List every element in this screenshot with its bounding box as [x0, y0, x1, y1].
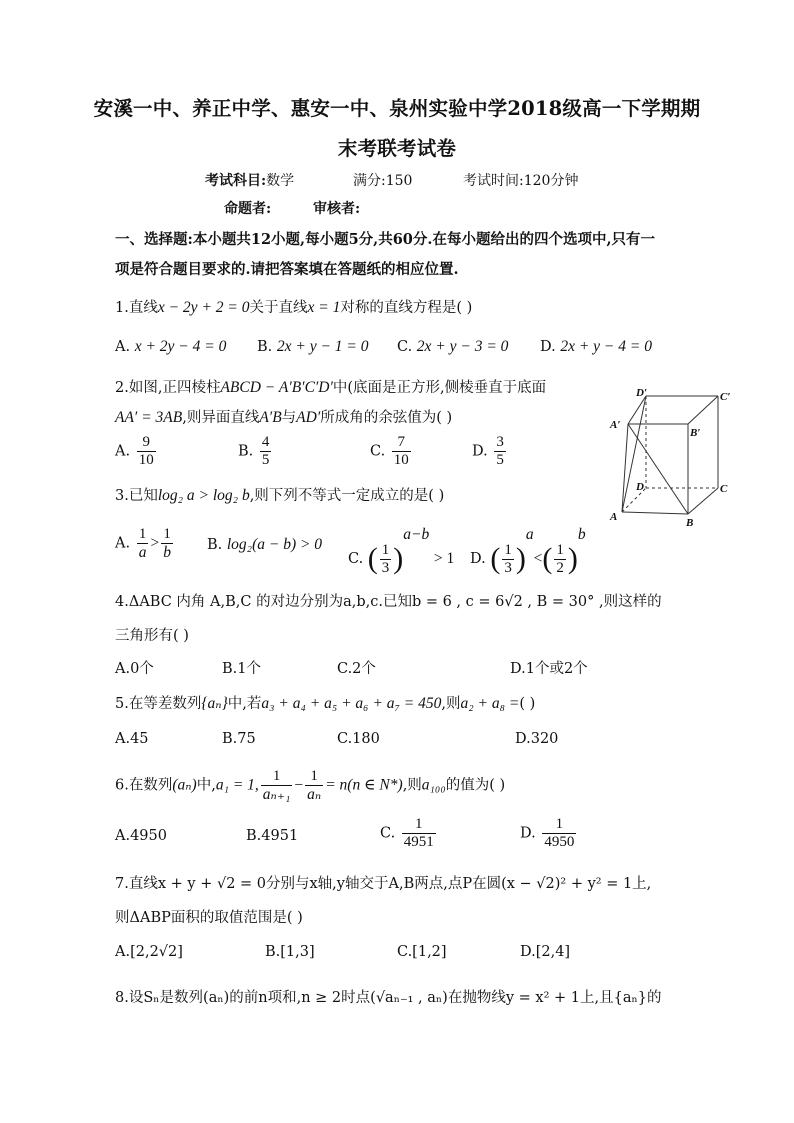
q5-option-a: A.45: [115, 731, 149, 747]
question-6: 6.在数列(aₙ)中,a₁ = 1, $\frac{1}{\text{aₙ₊₁}}$ − $\frac{1}{\text{aₙ}}$ = n(n ∈ N*),则a₁₀₀的值为( ): [115, 768, 506, 803]
q7-option-c: C.[1,2]: [397, 944, 447, 960]
q6-option-c: C. $\frac{1}{4951}$: [380, 816, 434, 850]
edge-b1c1: [688, 396, 718, 424]
question-7-line1: 7.直线x + y + √2 = 0分别与x轴,y轴交于A,B两点,点P在圆(x − √2)² + y² = 1上,: [115, 876, 652, 892]
question-1: 1.直线x − 2y + 2 = 0关于直线x = 1对称的直线方程是( ): [115, 299, 473, 316]
exam-subject: 考试科目:数学: [205, 173, 295, 189]
q7-option-b: B.[1,3]: [265, 944, 315, 960]
q3-option-b: B. log₂(a − b) > 0: [207, 536, 323, 553]
q4-option-c: C.2个: [337, 661, 376, 677]
section-instructions-line1: 一、选择题:本小题共12小题,每小题5分,共60分.在每小题给出的四个选项中,只有一: [115, 231, 655, 248]
q1-option-d: D. 2x + y − 4 = 0: [540, 338, 652, 355]
q2-option-a: A. $\frac{9}{10}$: [115, 434, 154, 468]
label-a: A: [610, 511, 618, 523]
edge-bc: [688, 488, 718, 514]
exam-reviewer: 审核者:: [313, 201, 361, 217]
prism-figure: [606, 384, 746, 534]
q6-option-d: D. $\frac{1}{4950}$: [520, 816, 575, 850]
question-2-line2: AA′ = 3AB,则异面直线A′B与AD′所成角的余弦值为( ): [115, 409, 453, 426]
label-b: B: [686, 517, 694, 529]
q2-option-d: D. $\frac{3}{5}$: [472, 434, 504, 468]
label-b1: B′: [690, 427, 701, 439]
question-5: 5.在等差数列{aₙ}中,若a₃ + a₄ + a₅ + a₆ + a₇ = 450,则a₂ + a₈ =( ): [115, 695, 536, 712]
exam-author: 命题者:: [224, 201, 272, 217]
q5-option-b: B.75: [222, 731, 256, 747]
q6-option-b: B.4951: [246, 828, 299, 844]
exam-score: 满分:150: [353, 173, 413, 189]
q3-option-c: C. ( $\frac{1}{3}$ )$^{a-b}$ > 1: [348, 526, 455, 576]
q7-option-a: A.[2,2√2]: [115, 944, 183, 960]
label-d1: D′: [636, 387, 648, 399]
question-7-line2: 则ΔABP面积的取值范围是( ): [115, 910, 303, 926]
question-2-line1: 2.如图,正四棱柱ABCD − A′B′C′D′中(底面是正方形,侧棱垂直于底面: [115, 379, 547, 396]
q6-option-a: A.4950: [115, 828, 167, 844]
q5-option-d: D.320: [515, 731, 559, 747]
question-4-line1: 4.ΔABC 内角 A,B,C 的对边分别为a,b,c.已知b = 6 , c = 6√2 , B = 30° ,则这样的: [115, 594, 662, 610]
q3-option-d: D. ( $\frac{1}{3}$ )$^a$<( $\frac{1}{2}$ )$^b$: [470, 526, 586, 576]
exam-title-line2: 末考联考试卷: [337, 137, 457, 160]
q4-option-a: A.0个: [115, 661, 154, 677]
q4-option-d: D.1个或2个: [510, 661, 588, 677]
label-c1: C′: [720, 391, 731, 403]
label-c: C: [720, 483, 728, 495]
q2-option-c: C. $\frac{7}{10}$: [370, 434, 409, 468]
section-instructions-line2: 项是符合题目要求的.请把答案填在答题纸的相应位置.: [115, 261, 459, 278]
question-3: 3.已知log₂ a > log₂ b,则下列不等式一定成立的是( ): [115, 487, 445, 504]
q7-option-d: D.[2,4]: [520, 944, 571, 960]
q2-option-b: B. $\frac{4}{5}$: [238, 434, 270, 468]
q1-option-a: A. x + 2y − 4 = 0: [115, 338, 227, 355]
label-a1: A′: [610, 419, 621, 431]
q5-option-c: C.180: [337, 731, 380, 747]
question-4-line2: 三角形有( ): [115, 628, 189, 644]
q4-option-b: B.1个: [222, 661, 261, 677]
exam-time: 考试时间:120分钟: [463, 173, 579, 189]
label-d: D: [636, 481, 644, 493]
q1-option-b: B. 2x + y − 1 = 0: [257, 338, 369, 355]
exam-title-line1: 安溪一中、养正中学、惠安一中、泉州实验中学2018级高一下学期期: [93, 97, 701, 120]
question-8: 8.设Sₙ是数列(aₙ)的前n项和,n ≥ 2时点(√aₙ₋₁ , aₙ)在抛物线y = x² + 1上,且{aₙ}的: [115, 990, 662, 1006]
q1-option-c: C. 2x + y − 3 = 0: [397, 338, 509, 355]
q3-option-a: A. $\frac{1}{a}$ > $\frac{1}{b}$: [115, 526, 171, 561]
edge-ab: [622, 512, 688, 514]
